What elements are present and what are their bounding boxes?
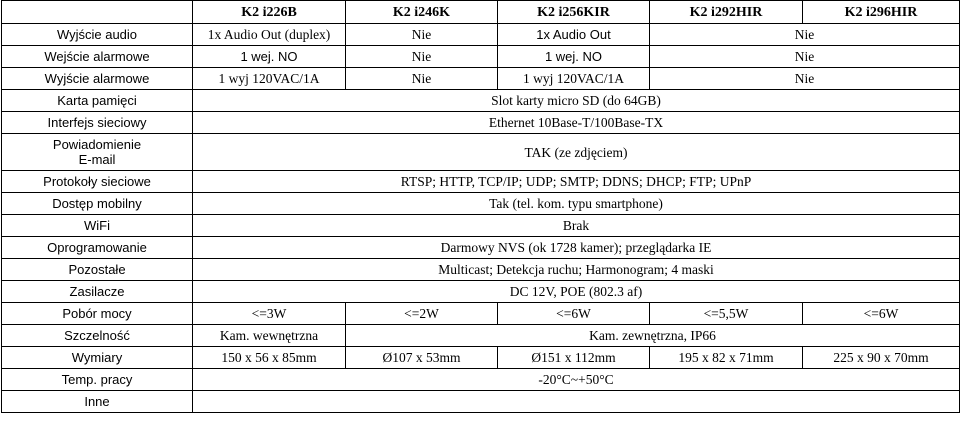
cell: Kam. zewnętrzna, IP66: [346, 325, 960, 347]
cell: Nie: [650, 24, 960, 46]
row-label: WiFi: [2, 215, 193, 237]
row-label: Protokoły sieciowe: [2, 171, 193, 193]
cell: Ø151 x 112mm: [498, 347, 650, 369]
row-label: Oprogramowanie: [2, 237, 193, 259]
row-network: [2, 112, 960, 134]
row-audio: [2, 24, 960, 46]
header-empty: [2, 1, 193, 24]
cell: Nie: [346, 24, 498, 46]
cell: Ethernet 10Base-T/100Base-TX: [193, 112, 960, 134]
cell: 1x Audio Out (duplex): [193, 24, 346, 46]
row-sealing: [2, 325, 960, 347]
cell: 1x Audio Out: [498, 24, 650, 46]
header-model-3: K2 i256KIR: [498, 1, 650, 24]
cell: <=2W: [346, 303, 498, 325]
cell: <=6W: [498, 303, 650, 325]
cell: Slot karty micro SD (do 64GB): [193, 90, 960, 112]
header-model-5: K2 i296HIR: [803, 1, 960, 24]
cell: Ø107 x 53mm: [346, 347, 498, 369]
row-label: Dostęp mobilny: [2, 193, 193, 215]
row-label: Szczelność: [2, 325, 193, 347]
row-label-line-2: E-mail: [78, 152, 116, 167]
cell: 225 x 90 x 70mm: [803, 347, 960, 369]
row-label: Wejście alarmowe: [2, 46, 193, 68]
cell: <=5,5W: [650, 303, 803, 325]
cell: <=3W: [193, 303, 346, 325]
cell: 1 wej. NO: [193, 46, 346, 68]
header-model-1: K2 i226B: [193, 1, 346, 24]
row-label: Temp. pracy: [2, 369, 193, 391]
spec-table: [1, 0, 960, 413]
cell: -20°C~+50°C: [193, 369, 960, 391]
cell: 1 wej. NO: [498, 46, 650, 68]
row-label-line-1: Powiadomienie: [52, 137, 142, 152]
cell: Brak: [193, 215, 960, 237]
cell: TAK (ze zdjęciem): [193, 134, 960, 171]
row-memory: [2, 90, 960, 112]
cell: 1 wyj 120VAC/1A: [193, 68, 346, 90]
cell: DC 12V, POE (802.3 af): [193, 281, 960, 303]
row-label: Pozostałe: [2, 259, 193, 281]
cell: Nie: [650, 68, 960, 90]
row-dimensions: [2, 347, 960, 369]
row-label: Inne: [2, 391, 193, 413]
row-label: Zasilacze: [2, 281, 193, 303]
cell: <=6W: [803, 303, 960, 325]
cell: [193, 391, 960, 413]
cell: 150 x 56 x 85mm: [193, 347, 346, 369]
cell: Tak (tel. kom. typu smartphone): [193, 193, 960, 215]
row-wifi: [2, 215, 960, 237]
row-temp: [2, 369, 960, 391]
row-alarm-out: [2, 68, 960, 90]
cell: 195 x 82 x 71mm: [650, 347, 803, 369]
header-model-2: K2 i246K: [346, 1, 498, 24]
row-label: [2, 134, 193, 171]
row-misc: [2, 391, 960, 413]
cell: Nie: [346, 68, 498, 90]
row-label: Wyjście audio: [2, 24, 193, 46]
row-label: Karta pamięci: [2, 90, 193, 112]
row-protocols: [2, 171, 960, 193]
cell: Nie: [650, 46, 960, 68]
header-row: [2, 1, 960, 24]
header-model-4: K2 i292HIR: [650, 1, 803, 24]
row-alarm-in: [2, 46, 960, 68]
row-consumption: [2, 303, 960, 325]
cell: Multicast; Detekcja ruchu; Harmonogram; 4 maski: [193, 259, 960, 281]
row-label: Wyjście alarmowe: [2, 68, 193, 90]
cell: Nie: [346, 46, 498, 68]
row-email: [2, 134, 960, 171]
row-software: [2, 237, 960, 259]
cell: Darmowy NVS (ok 1728 kamer); przeglądarka IE: [193, 237, 960, 259]
row-mobile: [2, 193, 960, 215]
row-label: Pobór mocy: [2, 303, 193, 325]
row-power: [2, 281, 960, 303]
cell: RTSP; HTTP, TCP/IP; UDP; SMTP; DDNS; DHCP; FTP; UPnP: [193, 171, 960, 193]
row-other: [2, 259, 960, 281]
cell: Kam. wewnętrzna: [193, 325, 346, 347]
cell: 1 wyj 120VAC/1A: [498, 68, 650, 90]
row-label: Wymiary: [2, 347, 193, 369]
row-label: Interfejs sieciowy: [2, 112, 193, 134]
